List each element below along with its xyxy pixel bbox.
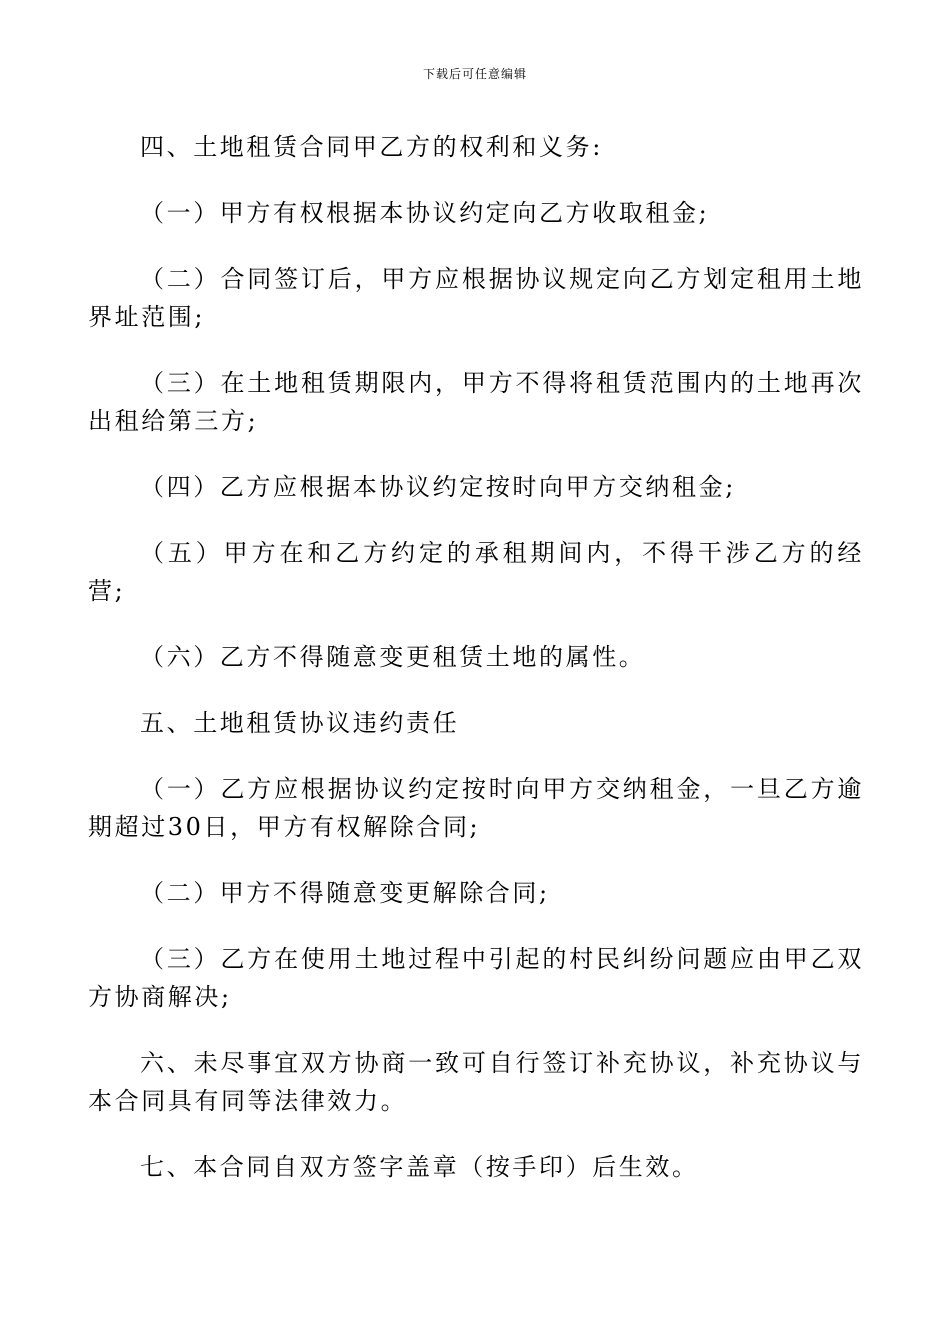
clause-paragraph: （四）乙方应根据本协议约定按时向甲方交纳租金; <box>140 473 736 501</box>
clause-paragraph: （二）合同签订后，甲方应根据协议规定向乙方划定租用土地界址范围; <box>88 265 864 331</box>
section-heading-rights-obligations: 四、土地租赁合同甲乙方的权利和义务: <box>140 133 603 161</box>
page-header-note: 下载后可任意编辑 <box>422 67 527 81</box>
clause-paragraph: （六）乙方不得随意变更租赁土地的属性。 <box>140 643 646 671</box>
clause-paragraph: （五）甲方在和乙方约定的承租期间内，不得干涉乙方的经营; <box>88 539 864 605</box>
clause-paragraph: （三）乙方在使用土地过程中引起的村民纠纷问题应由甲乙双方协商解决; <box>88 945 864 1011</box>
clause-paragraph: （一）乙方应根据协议约定按时向甲方交纳租金，一旦乙方逾期超过30日，甲方有权解除合同; <box>88 775 864 841</box>
clause-paragraph: （三）在土地租赁期限内，甲方不得将租赁范围内的土地再次出租给第三方; <box>88 369 864 435</box>
document-body <box>88 128 864 1214</box>
section-heading-breach-liability: 五、土地租赁协议违约责任 <box>140 709 460 737</box>
clause-paragraph: （一）甲方有权根据本协议约定向乙方收取租金; <box>140 199 710 227</box>
section-heading-effectiveness: 七、本合同自双方签字盖章（按手印）后生效。 <box>140 1153 699 1181</box>
section-heading-supplementary: 六、未尽事宜双方协商一致可自行签订补充协议，补充协议与本合同具有同等法律效力。 <box>88 1049 864 1115</box>
clause-paragraph: （二）甲方不得随意变更解除合同; <box>140 879 550 907</box>
